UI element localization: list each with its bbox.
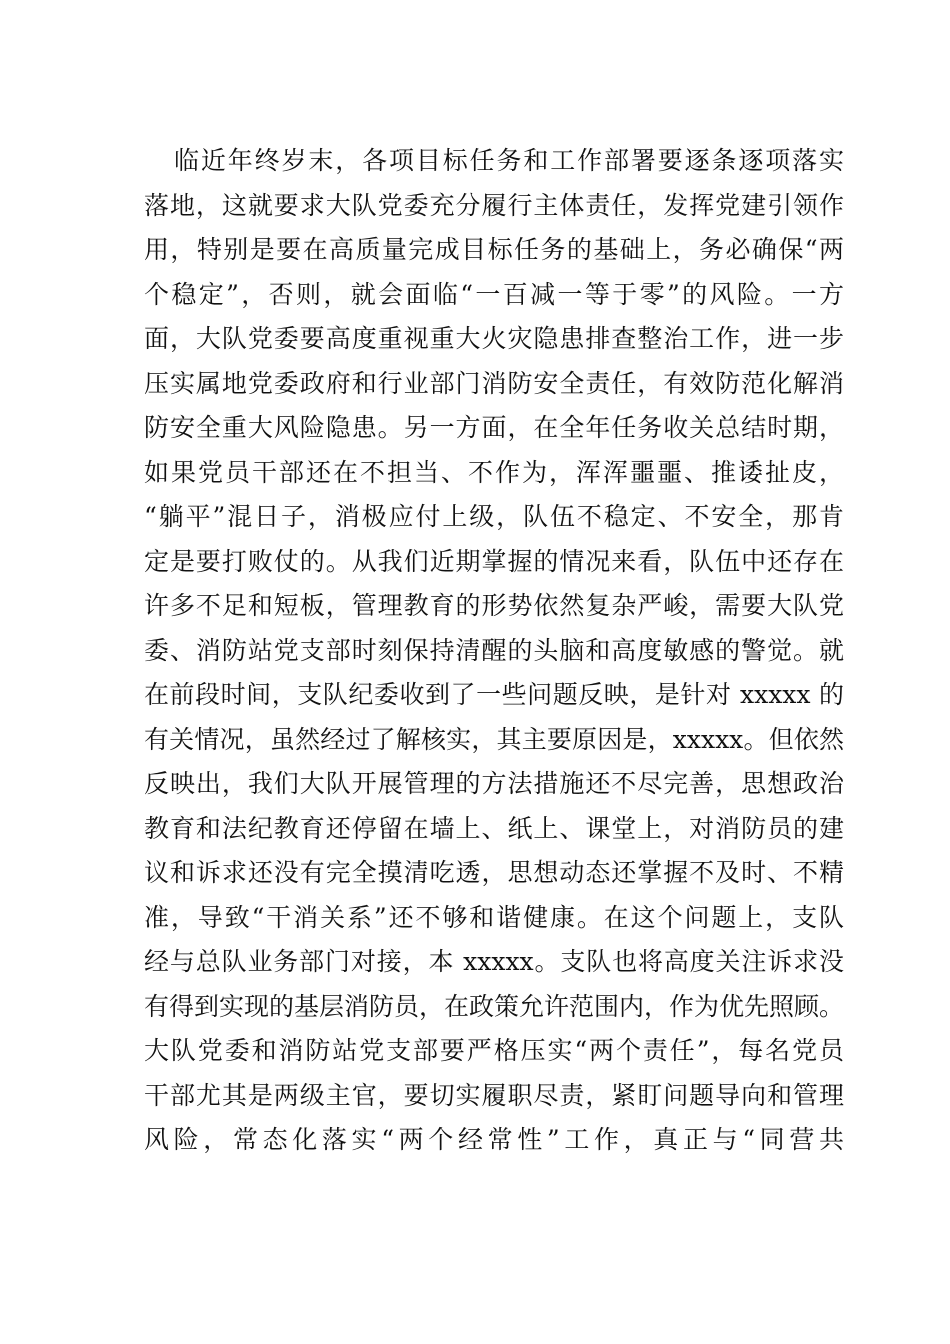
paragraph-line: 定是要打败仗的。从我们近期掌握的情况来看，队伍中还存在	[144, 546, 844, 576]
paragraph-line: 压实属地党委政府和行业部门消防安全责任，有效防范化解消	[144, 368, 844, 398]
paragraph-line: 经与总队业务部门对接，本 xxxxx。支队也将高度关注诉求没	[144, 947, 844, 976]
paragraph-line: 风险，常态化落实“两个经常性”工作，真正与“同营共	[144, 1125, 844, 1154]
paragraph-line: 有得到实现的基层消防员，在政策允许范围内，作为优先照顾。	[144, 991, 845, 1021]
paragraph-line: 个稳定”，否则，就会面临“一百减一等于零”的风险。一方	[144, 279, 844, 309]
paragraph-line: 面，大队党委要高度重视重大火灾隐患排查整治工作，进一步	[144, 324, 844, 353]
paragraph-line: 干部尤其是两级主官，要切实履职尽责，紧盯问题导向和管理	[144, 1080, 844, 1110]
paragraph-line: 准，导致“干消关系”还不够和谐健康。在这个问题上，支队	[144, 902, 844, 932]
paragraph-line: “躺平”混日子，消极应付上级，队伍不稳定、不安全，那肯	[144, 502, 844, 531]
paragraph-line: 防安全重大风险隐患。另一方面，在全年任务收关总结时期，	[144, 413, 844, 442]
paragraph-line: 议和诉求还没有完全摸清吃透，思想动态还掌握不及时、不精	[144, 858, 844, 887]
paragraph-line: 落地，这就要求大队党委充分履行主体责任，发挥党建引领作	[144, 190, 844, 220]
paragraph-line: 有关情况，虽然经过了解核实，其主要原因是，xxxxx。但依然	[144, 724, 844, 754]
paragraph-line: 用，特别是要在高质量完成目标任务的基础上，务必确保“两	[144, 235, 844, 264]
paragraph-line: 教育和法纪教育还停留在墙上、纸上、课堂上，对消防员的建	[144, 813, 844, 843]
paragraph-line: 反映出，我们大队开展管理的方法措施还不尽完善，思想政治	[144, 769, 844, 798]
body-paragraph	[144, 142, 844, 1166]
paragraph-line: 大队党委和消防站党支部要严格压实“两个责任”，每名党员	[144, 1036, 844, 1065]
paragraph-line: 如果党员干部还在不担当、不作为，浑浑噩噩、推诿扯皮，	[144, 457, 844, 487]
paragraph-line: 许多不足和短板，管理教育的形势依然复杂严峻，需要大队党	[144, 591, 844, 620]
paragraph-line: 委、消防站党支部时刻保持清醒的头脑和高度敏感的警觉。就	[144, 635, 844, 665]
paragraph-line: 在前段时间，支队纪委收到了一些问题反映，是针对 xxxxx 的	[144, 680, 844, 709]
paragraph-line: 临近年终岁末，各项目标任务和工作部署要逐条逐项落实	[174, 146, 844, 175]
